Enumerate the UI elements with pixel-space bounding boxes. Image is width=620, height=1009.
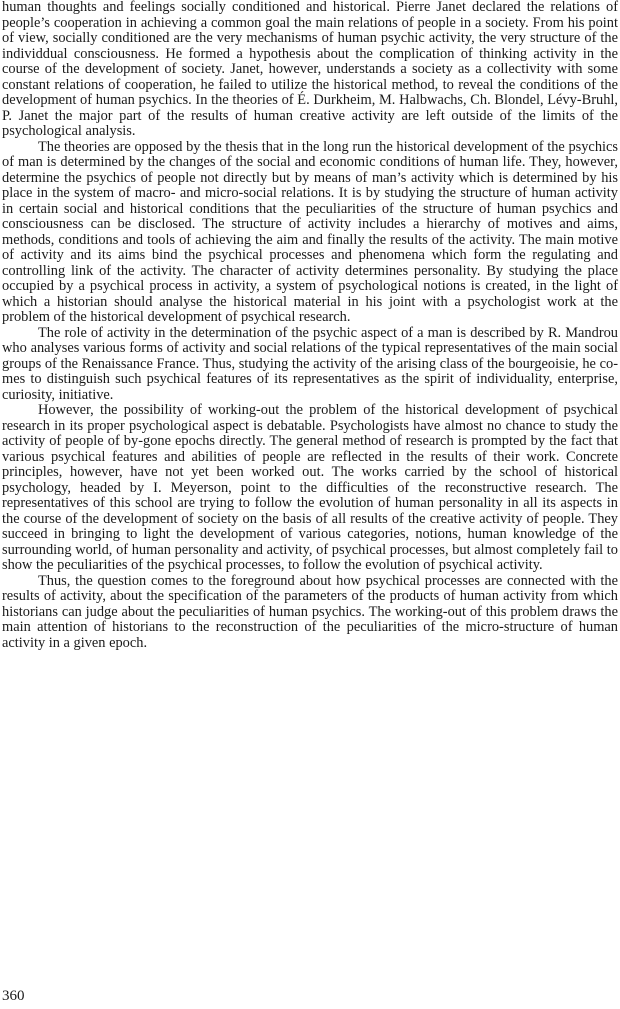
body-text (2, 0, 618, 651)
paragraph-5: Thus, the question comes to the foreground about how psychical processes are connected with the results of activity, about the specification of the parameters of the products of human activity from which historians can judge about the peculiarities of human psychics. The working-out of this problem draws the main attention of historians to the reconstruction of the peculiarities of the micro-structure of human activity in a given epoch. (2, 572, 618, 651)
paragraph-2: The theories are opposed by the thesis that in the long run the historical development of the psychics of man is determined by the changes of the social and economic conditions of human life. They, however, determine the psychics of people not directly but by means of man’s activity which is determined by his place in the system of macro- and micro-social relations. It is by studying the structure of human activity in certain social and historical conditions that the peculiarities of the structure of human psychics and consciousness can be disclosed. The structure of activity includes a hierarchy of motives and aims, methods, conditions and tools of achieving the aim and finally the results of the activity. The main motive of activity and its aims bind the psychical processes and phenomena which form the regulating and controlling link of the activity. The character of activity determines personality. By studying the place occupied by a psychical process in activity, a system of psychological notions is created, in the light of which a historian should analyse the historical material in his joint with a psychologist work at the problem of the historical development of psychical research. (2, 138, 618, 325)
page-number: 360 (2, 988, 25, 1004)
paragraph-1: human thoughts and feelings socially conditioned and historical. Pierre Janet declared the relations of people’s cooperation in achieving a common goal the main relations of people in a society. From his point of view, socially conditioned are the very mechanisms of human psychic activity, the very structure of the individdual consciousness. He formed a hypothesis about the complication of thinking activity in the course of the development of society. Janet, however, understands a society as a collectivity with some constant relations of cooperation, he failed to utilize the historical method, to reveal the conditions of the development of human psychics. In the theories of É. Durkheim, M. Halbwachs, Ch. Blondel, Lévy-Bruhl, P. Janet the major part of the results of human creative activity are left outside of the limits of the psychological analysis. (2, 0, 618, 139)
paragraph-3: The role of activity in the determination of the psychic aspect of a man is described by R. Mandrou who analyses various forms of activity and social relations of the typical representatives of the main social groups of the Renaissance France. Thus, studying the activity of the arising class of the bourgeoisie, he comes to distinguish such psychical features of its representatives as the spirit of individuality, enterprise, curiosity, initiative. (2, 324, 618, 403)
paragraph-4: However, the possibility of working-out the problem of the historical development of psychical research in its proper psychological aspect is debatable. Psychologists have almost no chance to study the activity of people of by-gone epochs directly. The general method of research is prompted by the fact that various psychical features and abilities of people are reflected in the results of their work. Concrete principles, however, have not yet been worked out. The works carried by the school of historical psychology, headed by I. Meyerson, point to the difficulties of the reconstructive research. The representatives of this school are trying to follow the evolution of human personality in all its aspects in the course of the development of society on the basis of all results of the creative activity of people. They succeed in bringing to light the development of various categories, notions, human knowledge of the surrounding world, of human personality and activity, of psychical processes, but almost completely fail to show the peculiarities of the psychical processes, to follow the evolution of psychical activity. (2, 402, 618, 573)
